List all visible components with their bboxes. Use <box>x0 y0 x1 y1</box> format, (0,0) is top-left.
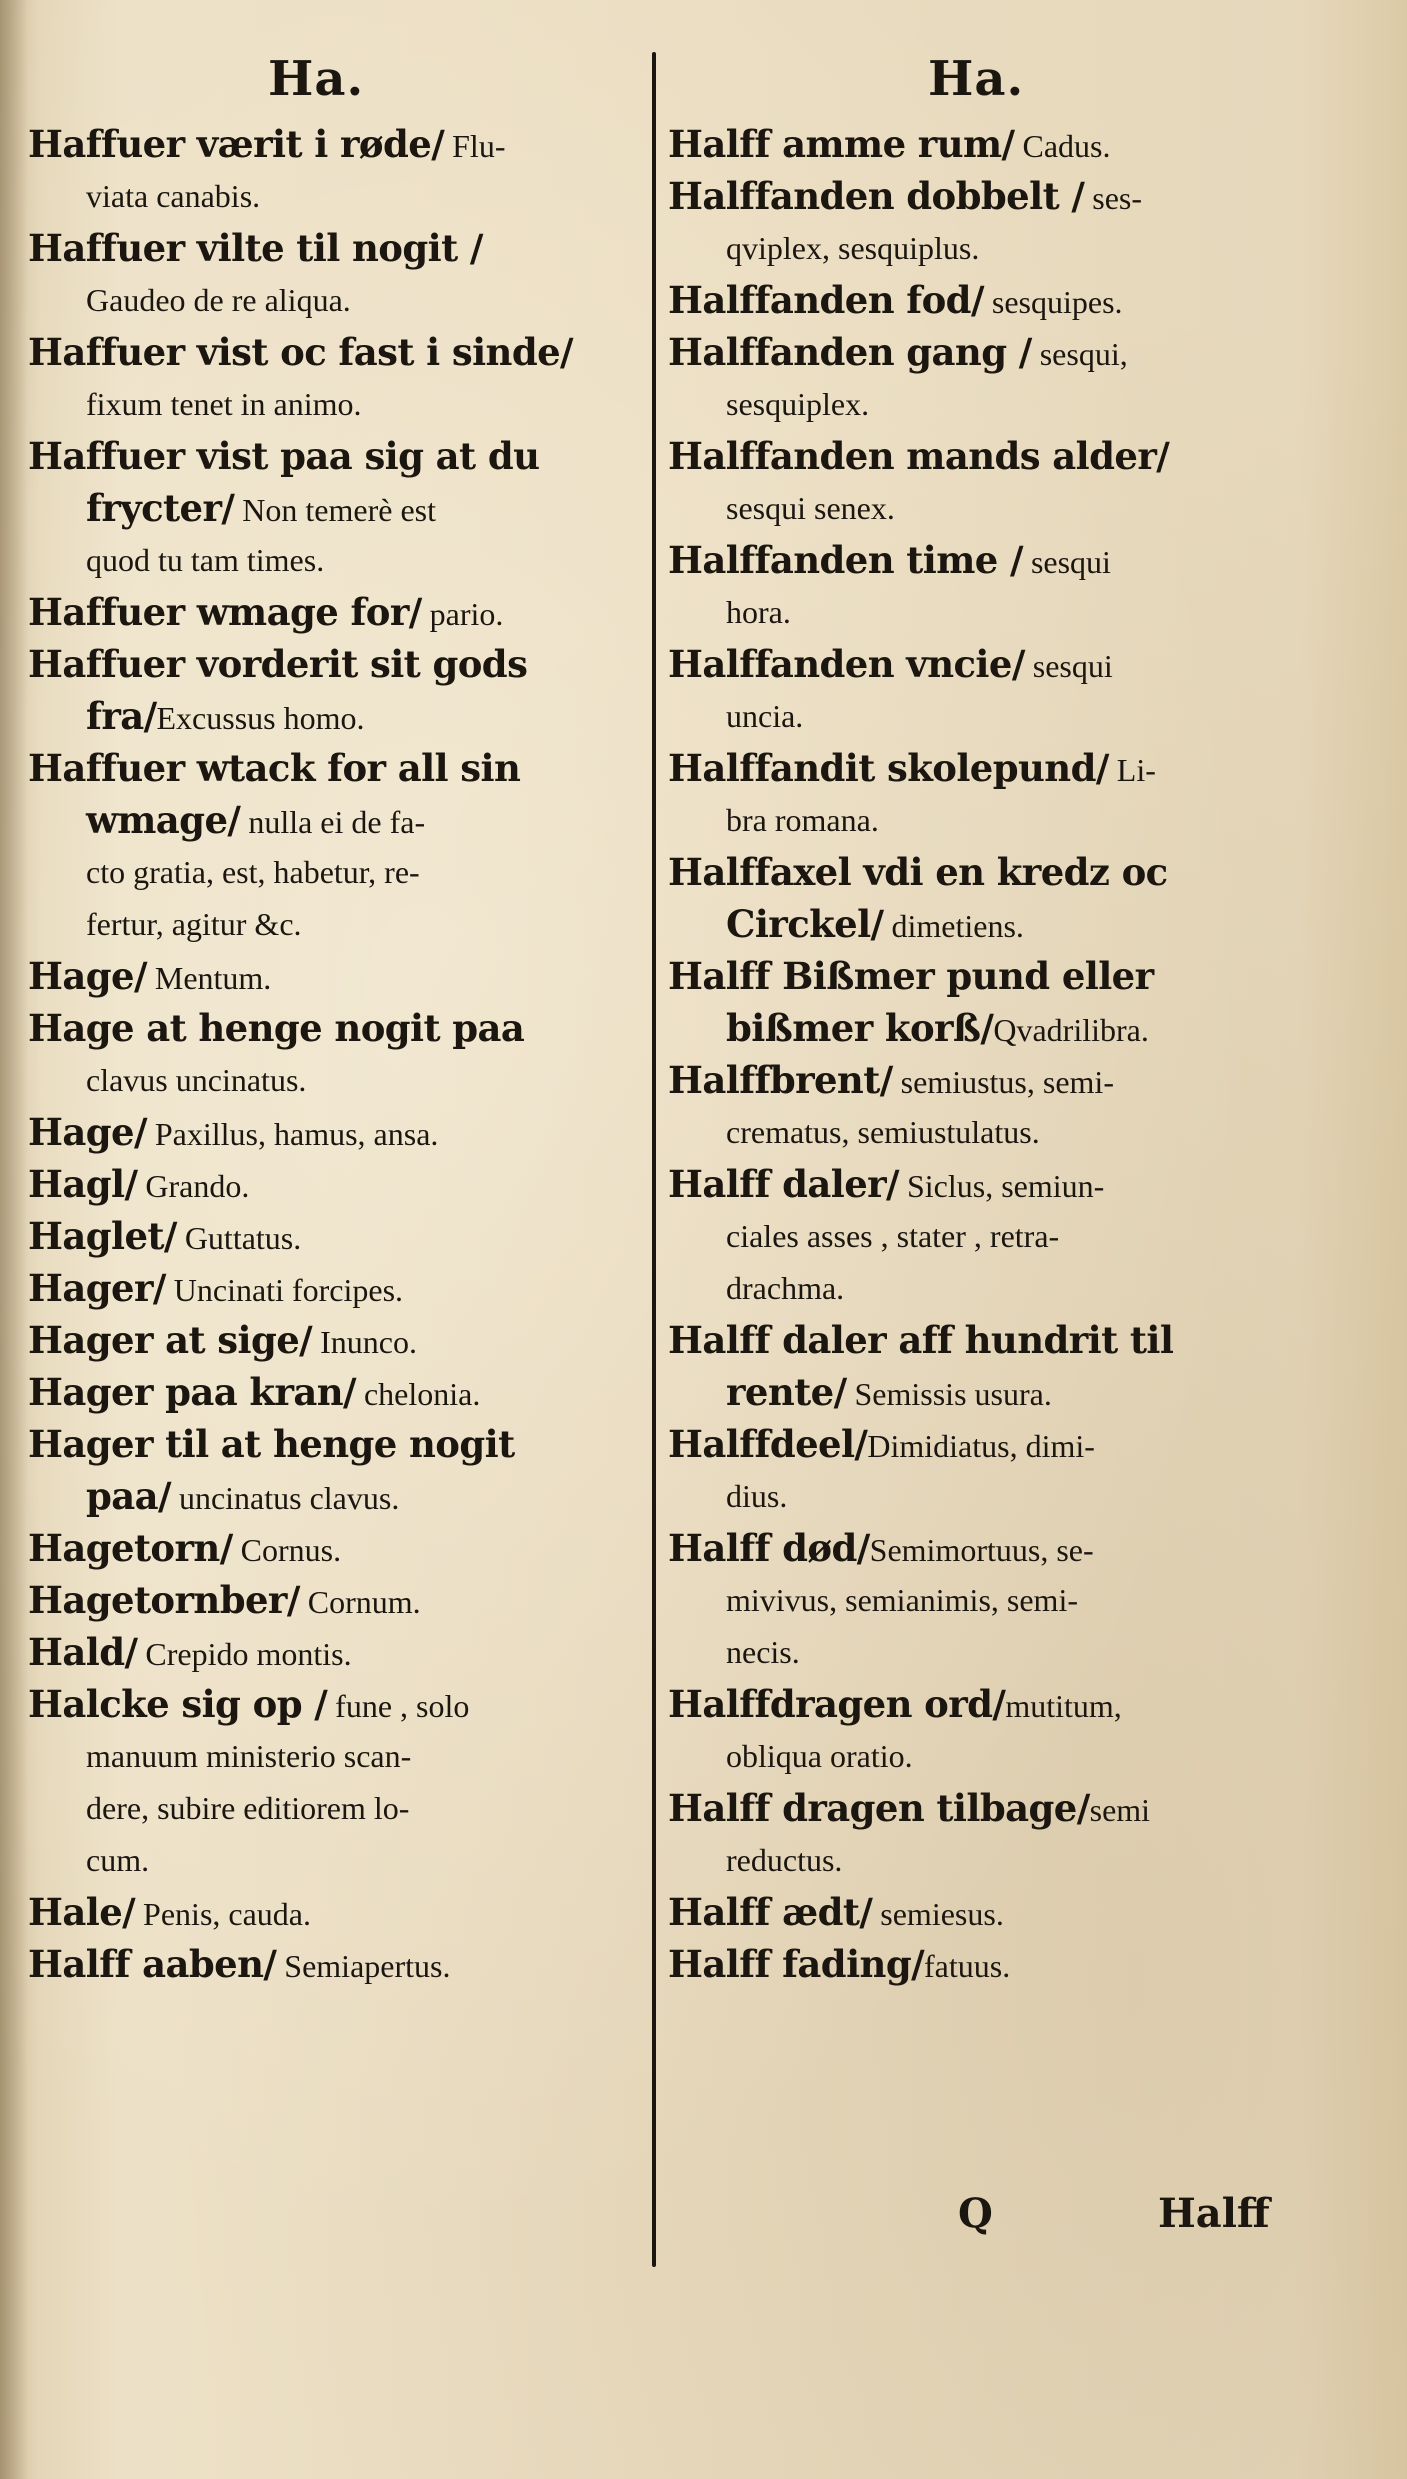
latin-gloss: sesqui <box>1024 648 1113 684</box>
entry-headline <box>28 1158 638 1210</box>
entry-headline <box>668 950 1298 1002</box>
dictionary-entry <box>28 1522 638 1574</box>
latin-gloss: dere, subire editiorem lo- <box>86 1790 410 1826</box>
danish-headword: Halcke sig op / <box>28 1682 328 1726</box>
danish-headword: Halffdragen ord/ <box>668 1682 1006 1726</box>
danish-headword: Halffaxel vdi en kredz oc <box>668 850 1168 894</box>
entry-headline <box>28 118 638 170</box>
latin-gloss: drachma. <box>726 1270 845 1306</box>
latin-gloss: uncinatus clavus. <box>170 1480 400 1516</box>
danish-headword: Hager/ <box>28 1266 166 1310</box>
dictionary-entry <box>668 638 1298 742</box>
danish-headword: Halff Bißmer pund eller <box>668 954 1154 998</box>
entry-continuation-line <box>28 898 638 950</box>
danish-headword: Halff aaben/ <box>28 1942 277 1986</box>
signature-mark: Q <box>958 2190 993 2237</box>
latin-gloss: qviplex, sesquiplus. <box>726 230 980 266</box>
catchword: Halff <box>1158 2190 1270 2237</box>
latin-gloss: crematus, semiustulatus. <box>726 1114 1040 1150</box>
danish-headword: Halffanden mands alder/ <box>668 434 1170 478</box>
entry-headline <box>28 1626 638 1678</box>
entry-headline <box>28 430 638 482</box>
latin-gloss: Grando. <box>137 1168 250 1204</box>
latin-gloss: Paxillus, hamus, ansa. <box>146 1116 439 1152</box>
latin-gloss: Uncinati forcipes. <box>165 1272 404 1308</box>
entry-continuation-line <box>668 1366 1298 1418</box>
entry-headline <box>668 1938 1298 1990</box>
danish-headword: Halff amme rum/ <box>668 122 1015 166</box>
entry-headline <box>28 1574 638 1626</box>
dictionary-entry <box>668 1886 1298 1938</box>
dictionary-entry <box>668 274 1298 326</box>
right-column <box>668 40 1298 1990</box>
danish-headword: Halff død/ <box>668 1526 870 1570</box>
entry-continuation-line <box>668 1210 1298 1262</box>
entry-headline <box>668 534 1298 586</box>
entry-headline <box>668 1054 1298 1106</box>
danish-headword: Haffuer vorderit sit gods <box>28 642 528 686</box>
latin-gloss: Li- <box>1108 752 1156 788</box>
entry-continuation-line <box>668 1106 1298 1158</box>
dictionary-entry <box>28 1574 638 1626</box>
entry-headline <box>28 1938 638 1990</box>
entry-continuation-line <box>668 1262 1298 1314</box>
latin-gloss: bra romana. <box>726 802 879 838</box>
latin-gloss: clavus uncinatus. <box>86 1062 307 1098</box>
latin-gloss: cum. <box>86 1842 150 1878</box>
danish-headword: Hagetornber/ <box>28 1578 300 1622</box>
dictionary-entry <box>668 430 1298 534</box>
dictionary-entry <box>28 742 638 950</box>
entry-headline <box>668 742 1298 794</box>
entry-continuation-line <box>668 482 1298 534</box>
danish-headword: Hage/ <box>28 1110 147 1154</box>
entry-headline <box>668 326 1298 378</box>
latin-gloss: Cadus. <box>1014 128 1111 164</box>
latin-gloss: Cornus. <box>232 1532 342 1568</box>
entry-headline <box>28 1418 638 1470</box>
danish-headword: Halffanden fod/ <box>668 278 984 322</box>
entry-continuation-line <box>28 482 638 534</box>
entry-continuation-line <box>28 1782 638 1834</box>
entry-continuation-line <box>668 1002 1298 1054</box>
entry-continuation-line <box>668 1470 1298 1522</box>
entry-headline <box>668 1418 1298 1470</box>
entry-headline <box>668 1314 1298 1366</box>
latin-gloss: ciales asses , stater , retra- <box>726 1218 1060 1254</box>
entry-headline <box>668 638 1298 690</box>
entry-continuation-line <box>28 846 638 898</box>
latin-gloss: necis. <box>726 1634 800 1670</box>
dictionary-entry <box>668 1938 1298 1990</box>
danish-headword: fra/ <box>86 694 157 738</box>
entry-headline <box>28 1314 638 1366</box>
dictionary-entry <box>28 430 638 586</box>
latin-gloss: sesquiplex. <box>726 386 870 422</box>
dictionary-entry <box>28 638 638 742</box>
dictionary-entry <box>668 1522 1298 1678</box>
latin-gloss: fune , solo <box>327 1688 470 1724</box>
dictionary-entry <box>28 1262 638 1314</box>
latin-gloss: chelonia. <box>355 1376 481 1412</box>
dictionary-entry <box>668 1782 1298 1886</box>
latin-gloss: Crepido montis. <box>137 1636 352 1672</box>
dictionary-entry <box>668 742 1298 846</box>
entry-continuation-line <box>28 534 638 586</box>
danish-headword: Halffanden gang / <box>668 330 1032 374</box>
entry-headline <box>28 950 638 1002</box>
latin-gloss: mutitum, <box>1005 1688 1122 1724</box>
danish-headword: Hage at henge nogit paa <box>28 1006 525 1050</box>
latin-gloss: uncia. <box>726 698 804 734</box>
latin-gloss: fixum tenet in animo. <box>86 386 362 422</box>
dictionary-entry <box>668 846 1298 950</box>
entry-headline <box>28 326 638 378</box>
danish-headword: Halffandit skolepund/ <box>668 746 1109 790</box>
dictionary-entry <box>28 1366 638 1418</box>
entry-headline <box>668 846 1298 898</box>
danish-headword: Haffuer wmage for/ <box>28 590 422 634</box>
entry-headline <box>28 742 638 794</box>
danish-headword: Halff fading/ <box>668 1942 925 1986</box>
danish-headword: Circkel/ <box>726 902 884 946</box>
danish-headword: Haffuer vist paa sig at du <box>28 434 540 478</box>
latin-gloss: Qvadrilibra. <box>993 1012 1149 1048</box>
dictionary-entry <box>668 118 1298 170</box>
latin-gloss: sesqui senex. <box>726 490 895 526</box>
danish-headword: Halffbrent/ <box>668 1058 893 1102</box>
latin-gloss: sesqui, <box>1031 336 1128 372</box>
latin-gloss: semiustus, semi- <box>892 1064 1114 1100</box>
left-entry-list <box>28 118 638 1990</box>
danish-headword: Halffanden dobbelt / <box>668 174 1085 218</box>
latin-gloss: Inunco. <box>312 1324 417 1360</box>
entry-headline <box>668 1522 1298 1574</box>
dictionary-entry <box>28 1938 638 1990</box>
danish-headword: Haffuer vilte til nogit / <box>28 226 483 270</box>
entry-headline <box>28 586 638 638</box>
latin-gloss: Semimortuus, se- <box>869 1532 1094 1568</box>
latin-gloss: Cornum. <box>299 1584 421 1620</box>
latin-gloss: mivivus, semianimis, semi- <box>726 1582 1078 1618</box>
dictionary-entry <box>28 222 638 326</box>
right-entry-list <box>668 118 1298 1990</box>
entry-continuation-line <box>668 222 1298 274</box>
danish-headword: Hagl/ <box>28 1162 138 1206</box>
entry-headline <box>668 118 1298 170</box>
dictionary-entry <box>28 1418 638 1522</box>
latin-gloss: ses- <box>1084 180 1143 216</box>
latin-gloss: reductus. <box>726 1842 843 1878</box>
danish-headword: Hale/ <box>28 1890 136 1934</box>
entry-headline <box>28 222 638 274</box>
latin-gloss: manuum ministerio scan- <box>86 1738 412 1774</box>
entry-continuation-line <box>28 1054 638 1106</box>
entry-continuation-line <box>28 378 638 430</box>
entry-continuation-line <box>668 1574 1298 1626</box>
latin-gloss: sesquipes. <box>983 284 1123 320</box>
entry-headline <box>668 430 1298 482</box>
danish-headword: Halff dragen tilbage/ <box>668 1786 1090 1830</box>
entry-continuation-line <box>28 1470 638 1522</box>
danish-headword: Halff daler aff hundrit til <box>668 1318 1174 1362</box>
entry-headline <box>668 1886 1298 1938</box>
danish-headword: Hald/ <box>28 1630 138 1674</box>
latin-gloss: Siclus, semiun- <box>898 1168 1105 1204</box>
danish-headword: Halff ædt/ <box>668 1890 873 1934</box>
entry-headline <box>28 1002 638 1054</box>
latin-gloss: Non temerè est <box>234 492 436 528</box>
latin-gloss: Dimidiatus, dimi- <box>867 1428 1095 1464</box>
dictionary-entry <box>28 950 638 1002</box>
entry-continuation-line <box>668 1626 1298 1678</box>
entry-headline <box>668 1678 1298 1730</box>
latin-gloss: Gaudeo de re aliqua. <box>86 282 351 318</box>
entry-continuation-line <box>668 690 1298 742</box>
danish-headword: Haffuer wtack for all sin <box>28 746 521 790</box>
latin-gloss: Semiapertus. <box>276 1948 451 1984</box>
entry-continuation-line <box>28 170 638 222</box>
dictionary-entry <box>28 1210 638 1262</box>
entry-headline <box>668 1158 1298 1210</box>
danish-headword: Hagetorn/ <box>28 1526 233 1570</box>
entry-continuation-line <box>28 274 638 326</box>
dictionary-entry <box>668 1418 1298 1522</box>
page-footer <box>958 2190 1298 2260</box>
left-column <box>28 40 638 1990</box>
latin-gloss: pario. <box>421 596 504 632</box>
latin-gloss: dimetiens. <box>883 908 1024 944</box>
danish-headword: Hager til at henge nogit <box>28 1422 515 1466</box>
dictionary-entry <box>668 326 1298 430</box>
danish-headword: Halff daler/ <box>668 1162 899 1206</box>
entry-headline <box>28 1886 638 1938</box>
entry-headline <box>668 170 1298 222</box>
danish-headword: Halffanden vncie/ <box>668 642 1025 686</box>
dictionary-entry <box>668 1158 1298 1314</box>
latin-gloss: hora. <box>726 594 791 630</box>
entry-headline <box>28 1210 638 1262</box>
latin-gloss: nulla ei de fa- <box>240 804 426 840</box>
entry-continuation-line <box>668 586 1298 638</box>
right-running-head: Ha. <box>928 51 1025 107</box>
entry-continuation-line <box>28 1730 638 1782</box>
danish-headword: paa/ <box>86 1474 171 1518</box>
entry-headline <box>28 1522 638 1574</box>
latin-gloss: dius. <box>726 1478 788 1514</box>
dictionary-entry <box>28 118 638 222</box>
entry-headline <box>668 274 1298 326</box>
entry-continuation-line <box>28 1834 638 1886</box>
danish-headword: Haffuer værit i røde/ <box>28 122 445 166</box>
column-rule <box>652 52 656 2267</box>
dictionary-entry <box>28 1678 638 1886</box>
entry-continuation-line <box>28 690 638 742</box>
danish-headword: rente/ <box>726 1370 847 1414</box>
danish-headword: Halffdeel/ <box>668 1422 868 1466</box>
left-running-head: Ha. <box>268 51 365 107</box>
danish-headword: Hager at sige/ <box>28 1318 313 1362</box>
danish-headword: frycter/ <box>86 486 235 530</box>
danish-headword: bißmer korß/ <box>726 1006 994 1050</box>
entry-headline <box>668 1782 1298 1834</box>
entry-headline <box>28 1262 638 1314</box>
latin-gloss: Flu- <box>444 128 506 164</box>
danish-headword: wmage/ <box>86 798 241 842</box>
entry-headline <box>28 638 638 690</box>
danish-headword: Hager paa kran/ <box>28 1370 356 1414</box>
entry-headline <box>28 1106 638 1158</box>
dictionary-entry <box>668 1054 1298 1158</box>
gutter-shadow <box>0 0 28 2479</box>
dictionary-entry <box>668 1314 1298 1418</box>
latin-gloss: Mentum. <box>146 960 272 996</box>
entry-headline <box>28 1366 638 1418</box>
latin-gloss: semiesus. <box>872 1896 1004 1932</box>
dictionary-entry <box>28 586 638 638</box>
latin-gloss: cto gratia, est, habetur, re- <box>86 854 420 890</box>
latin-gloss: Excussus homo. <box>156 700 365 736</box>
latin-gloss: sesqui <box>1022 544 1111 580</box>
latin-gloss: viata canabis. <box>86 178 261 214</box>
dictionary-entry <box>28 1002 638 1106</box>
dictionary-entry <box>28 1106 638 1158</box>
entry-continuation-line <box>668 378 1298 430</box>
dictionary-entry <box>668 950 1298 1054</box>
latin-gloss: obliqua oratio. <box>726 1738 913 1774</box>
latin-gloss: quod tu tam times. <box>86 542 325 578</box>
dictionary-entry <box>28 326 638 430</box>
danish-headword: Hage/ <box>28 954 147 998</box>
latin-gloss: Semissis usura. <box>846 1376 1052 1412</box>
latin-gloss: Penis, cauda. <box>135 1896 311 1932</box>
latin-gloss: fertur, agitur &c. <box>86 906 302 942</box>
entry-continuation-line <box>668 1730 1298 1782</box>
dictionary-entry <box>668 170 1298 274</box>
dictionary-entry <box>28 1626 638 1678</box>
dictionary-entry <box>28 1158 638 1210</box>
entry-continuation-line <box>28 794 638 846</box>
dictionary-entry <box>668 534 1298 638</box>
dictionary-entry <box>668 1678 1298 1782</box>
danish-headword: Haffuer vist oc fast i sinde/ <box>28 330 573 374</box>
latin-gloss: fatuus. <box>924 1948 1011 1984</box>
entry-continuation-line <box>668 794 1298 846</box>
danish-headword: Haglet/ <box>28 1214 177 1258</box>
latin-gloss: semi <box>1089 1792 1151 1828</box>
latin-gloss: Guttatus. <box>176 1220 302 1256</box>
entry-headline <box>28 1678 638 1730</box>
entry-continuation-line <box>668 1834 1298 1886</box>
dictionary-entry <box>28 1314 638 1366</box>
danish-headword: Halffanden time / <box>668 538 1023 582</box>
entry-continuation-line <box>668 898 1298 950</box>
dictionary-entry <box>28 1886 638 1938</box>
